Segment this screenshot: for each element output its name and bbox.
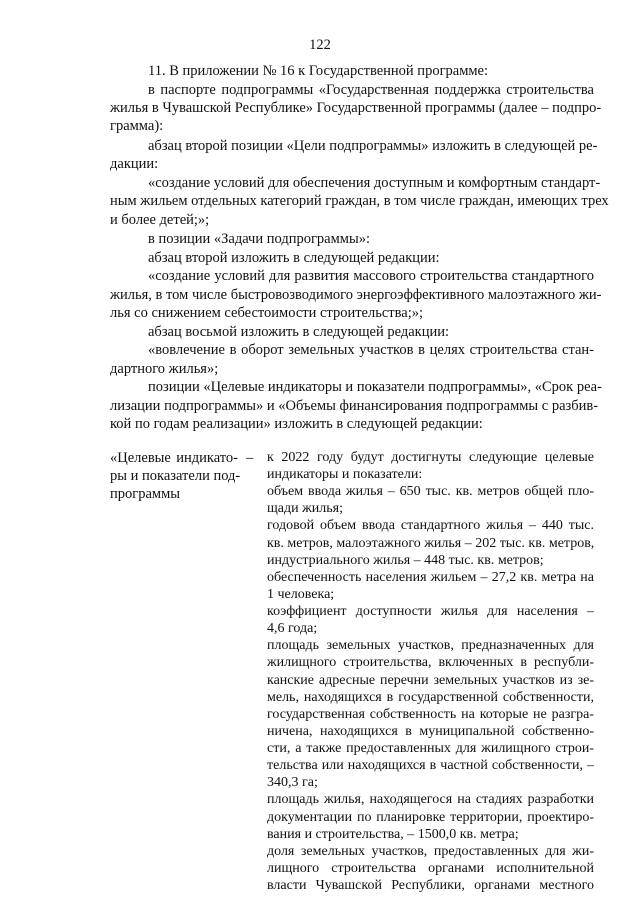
text-line: позиции «Целевые индикаторы и показатели подпрограммы», «Срок реа- [148, 379, 602, 395]
label-line: «Целевые индикато- [110, 450, 238, 466]
page-number: 122 [309, 37, 331, 53]
value-line: индустриального жилья – 448 тыс. кв. метров; [267, 553, 544, 568]
value-line: доля земельных участков, предоставленных для жи- [267, 844, 594, 859]
value-line: кв. метров, малоэтажного жилья – 202 тыс. кв. метров, [267, 536, 595, 551]
label-line: программы [110, 486, 180, 502]
text-line: дакции: [110, 156, 159, 172]
text-line: абзац второй позиции «Цели подпрограммы» изложить в следующей ре- [148, 138, 598, 154]
text-line: «создание условий для обеспечения доступным и комфортным стандарт- [148, 175, 601, 191]
value-line: к 2022 году будут достигнуты следующие целевые [267, 450, 594, 465]
value-line: площадь жилья, находящегося на стадиях разработки [267, 792, 594, 807]
value-line: ничена, находящихся в муниципальной собственно- [267, 724, 594, 739]
value-line: документации по планировке территории, проектиро- [267, 810, 594, 825]
value-line: сти, а также предоставленных для жилищного строи- [267, 741, 594, 756]
value-line: объем ввода жилья – 650 тыс. кв. метров общей пло- [267, 484, 594, 499]
text-line: 11. В приложении № 16 к Государственной программе: [148, 63, 489, 79]
value-line: индикаторы и показатели: [267, 467, 423, 482]
value-line: лищного строительства органами исполнительной [267, 861, 594, 876]
table-dash: – [246, 450, 254, 466]
value-line: щади жилья; [267, 501, 343, 516]
text-line: абзац второй изложить в следующей редакции: [148, 250, 440, 266]
text-line: жилья, в том числе быстровозводимого энергоэффективного малоэтажного жи- [110, 287, 602, 303]
text-line: дартного жилья»; [110, 361, 219, 377]
value-line: государственная собственность на которые не разгра- [267, 707, 594, 722]
text-line: лья со снижением себестоимости строительства;»; [110, 305, 423, 321]
text-line: в позиции «Задачи подпрограммы»: [148, 231, 370, 247]
text-line: лизации подпрограммы» и «Объемы финансирования подпрограммы с разбив- [110, 398, 599, 414]
value-line: тельства или находящихся в частной собственности, – [267, 758, 594, 773]
value-line: жилищного строительства, включенных в республи- [267, 655, 594, 670]
text-line: в паспорте подпрограммы «Государственная поддержка строительства [148, 82, 594, 98]
text-line: абзац восьмой изложить в следующей редакции: [148, 324, 450, 340]
value-line: мель, находящихся в государственной собственности, [267, 690, 594, 705]
value-line: вания и строительства, – 1500,0 кв. метра; [267, 827, 519, 842]
text-line: «создание условий для развития массового строительства стандартного [148, 268, 594, 284]
value-line: обеспеченность населения жильем – 27,2 кв. метра на [267, 570, 594, 585]
value-line: канские адресные перечни земельных участков из зе- [267, 673, 594, 688]
text-line: «вовлечение в оборот земельных участков в целях строительства стан- [148, 342, 594, 358]
label-line: ры и показатели под- [110, 468, 241, 484]
value-line: 1 человека; [267, 587, 335, 602]
value-line: 340,3 га; [267, 775, 318, 790]
text-line: грамма): [110, 118, 164, 134]
text-line: кой по годам реализации» изложить в следующей редакции: [110, 416, 483, 432]
value-line: годовой объем ввода стандартного жилья – 440 тыс. [267, 518, 594, 533]
value-line: площадь земельных участков, предназначенных для [267, 638, 594, 653]
text-line: жилья в Чувашской Республике» Государственной программы (далее – подпро- [110, 100, 602, 116]
value-line: коэффициент доступности жилья для населения – [267, 604, 594, 619]
value-line: 4,6 года; [267, 621, 318, 636]
text-line: и более детей;»; [110, 212, 210, 228]
value-line: власти Чувашской Республики, органами местного [267, 878, 594, 893]
text-line: ным жильем отдельных категорий граждан, в том числе граждан, имеющих трех [110, 193, 609, 209]
